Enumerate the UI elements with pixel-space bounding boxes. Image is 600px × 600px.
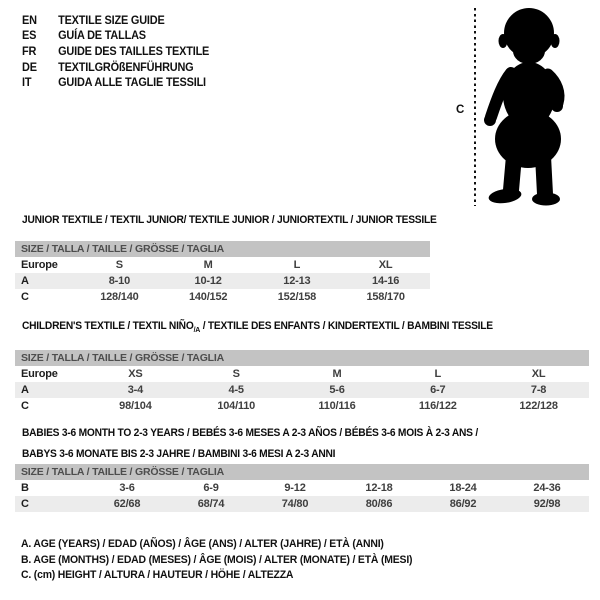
- table-cell: 12-13: [283, 275, 311, 287]
- babies-size-table: [15, 464, 589, 512]
- measure-label-c: C: [456, 104, 465, 116]
- table-cell: 152/158: [277, 291, 317, 303]
- row-label: Europe: [21, 368, 58, 380]
- footnote-legend: [21, 537, 412, 584]
- baby-silhouette-icon: [480, 6, 580, 206]
- table-cell: 140/152: [188, 291, 228, 303]
- row-label: A: [21, 275, 29, 287]
- table-cell: 80/86: [365, 498, 393, 510]
- table-cell: 24-36: [533, 482, 561, 494]
- table-cell: XL: [531, 368, 546, 380]
- table-row: [15, 480, 589, 496]
- table-cell: 3-6: [119, 482, 135, 494]
- table-row: [15, 289, 430, 305]
- row-label: C: [21, 400, 29, 412]
- size-header-bar: SIZE / TALLA / TAILLE / GRÖSSE / TAGLIA: [15, 241, 430, 257]
- language-code: IT: [22, 77, 32, 90]
- children-size-table: [15, 350, 589, 414]
- table-cell: 12-18: [365, 482, 393, 494]
- babies-table-title: [22, 423, 478, 465]
- table-cell: XL: [378, 259, 393, 271]
- table-cell: 6-9: [203, 482, 219, 494]
- title-text: / TEXTILE DES ENFANTS / KINDERTEXTIL / BAMBINI TESSILE: [200, 320, 493, 332]
- language-label: TEXTILE SIZE GUIDE: [58, 14, 165, 27]
- junior-size-table: [15, 241, 430, 305]
- footnote: C. (cm) HEIGHT / ALTURA / HAUTEUR / HÖHE / ALTEZZA: [21, 569, 294, 582]
- table-cell: 128/140: [100, 291, 139, 303]
- table-cell: 7-8: [530, 384, 547, 396]
- table-cell: L: [434, 368, 442, 380]
- table-cell: 62/68: [113, 498, 141, 510]
- table-cell: 3-4: [127, 384, 144, 396]
- table-cell: 4-5: [228, 384, 244, 396]
- table-cell: 122/128: [519, 400, 558, 412]
- table-cell: 14-16: [372, 275, 400, 287]
- language-code: ES: [22, 30, 37, 43]
- language-label: GUIDE DES TAILLES TEXTILE: [58, 45, 210, 58]
- table-cell: 74/80: [281, 498, 309, 510]
- row-label: B: [21, 482, 29, 494]
- table-cell: S: [115, 259, 123, 271]
- language-label: GUIDA ALLE TAGLIE TESSILI: [58, 77, 206, 90]
- table-cell: 6-7: [430, 384, 446, 396]
- language-row: [22, 44, 209, 60]
- footnote: A. AGE (YEARS) / EDAD (AÑOS) / ÂGE (ANS) / ALTER (JAHRE) / ETÀ (ANNI): [21, 538, 384, 550]
- table-row: [15, 273, 430, 289]
- table-cell: L: [293, 259, 301, 271]
- language-title-list: [22, 13, 209, 91]
- table-cell: 9-12: [284, 482, 306, 494]
- table-cell: XS: [128, 368, 143, 380]
- size-header-bar: SIZE / TALLA / TAILLE / GRÖSSE / TAGLIA: [15, 464, 589, 480]
- table-cell: M: [332, 368, 342, 380]
- table-cell: 98/104: [119, 400, 152, 412]
- footnote: B. AGE (MONTHS) / EDAD (MESES) / ÂGE (MOIS) / ALTER (MONATE) / ETÀ (MESI): [21, 553, 413, 566]
- row-label: A: [21, 384, 29, 396]
- language-code: DE: [22, 61, 37, 74]
- children-table-title: [22, 320, 493, 334]
- language-row: [22, 60, 209, 76]
- table-cell: S: [232, 368, 240, 380]
- table-row: [15, 257, 430, 273]
- table-cell: 5-6: [329, 384, 345, 396]
- table-cell: 104/110: [217, 400, 256, 412]
- table-row: [15, 382, 589, 398]
- language-row: [22, 29, 209, 45]
- row-label: C: [21, 291, 29, 303]
- table-cell: 158/170: [366, 291, 405, 303]
- title-subscript: /A: [193, 325, 201, 335]
- language-label: TEXTILGRÖßENFÜHRUNG: [58, 61, 194, 74]
- title-line: BABIES 3-6 MONTH TO 2-3 YEARS / BEBÉS 3-6 MESES A 2-3 AÑOS / BÉBÉS 3-6 MOIS À 2-3 ANS /: [22, 427, 478, 439]
- table-row: [15, 398, 589, 414]
- height-measure-dashed-line: [474, 8, 476, 206]
- table-cell: 116/122: [418, 400, 457, 412]
- table-cell: M: [203, 259, 213, 271]
- table-row: [15, 496, 589, 512]
- table-cell: 10-12: [194, 275, 222, 287]
- table-cell: 92/98: [533, 498, 561, 510]
- row-label: Europe: [21, 259, 58, 271]
- title-line: BABYS 3-6 MONATE BIS 2-3 JAHRE / BAMBINI 3-6 MESI A 2-3 ANNI: [22, 448, 336, 460]
- language-label: GUÍA DE TALLAS: [58, 30, 146, 43]
- row-label: C: [21, 498, 29, 510]
- table-cell: 68/74: [197, 498, 225, 510]
- language-row: [22, 13, 209, 29]
- table-cell: 86/92: [449, 498, 477, 510]
- language-code: EN: [22, 14, 37, 27]
- language-row: [22, 75, 209, 91]
- table-cell: 110/116: [318, 400, 356, 412]
- title-text: CHILDREN'S TEXTILE / TEXTIL NIÑO: [22, 320, 194, 332]
- table-cell: 18-24: [449, 482, 477, 494]
- language-code: FR: [22, 45, 37, 58]
- table-row: [15, 366, 589, 382]
- junior-table-title: JUNIOR TEXTILE / TEXTIL JUNIOR/ TEXTILE JUNIOR / JUNIORTEXTIL / JUNIOR TESSILE: [22, 214, 437, 226]
- table-cell: 8-10: [108, 275, 130, 287]
- size-header-bar: SIZE / TALLA / TAILLE / GRÖSSE / TAGLIA: [15, 350, 589, 366]
